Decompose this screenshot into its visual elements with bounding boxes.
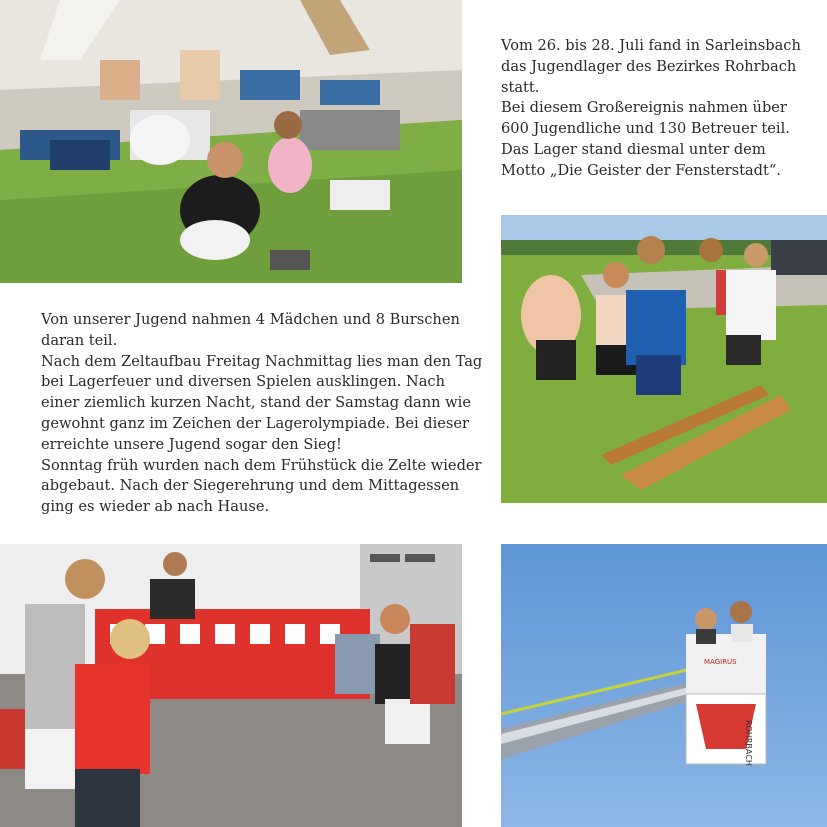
text-line: Sonntag früh wurden nach dem Frühstück die Zelte wieder bbox=[41, 456, 482, 474]
text-line: bei Lagerfeuer und diversen Spielen ausklingen. Nach bbox=[41, 373, 445, 391]
text-line: ging es wieder ab nach Hause. bbox=[41, 498, 270, 516]
text-line: gewohnt ganz im Zeichen der Lagerolympiade. Bei dieser bbox=[41, 414, 470, 432]
text-line: das Jugendlager des Bezirkes Rohrbach bbox=[501, 57, 797, 75]
text-line: einer ziemlich kurzen Nacht, stand der Samstag dann wie bbox=[41, 394, 471, 412]
text-line: Vom 26. bis 28. Juli fand in Sarleinsbach bbox=[501, 37, 801, 54]
text-line: daran teil. bbox=[41, 331, 118, 349]
text-line: abgebaut. Nach der Siegerehrung und dem Mittagessen bbox=[41, 477, 460, 495]
basket-rohrbach-label: ROHRBACH bbox=[744, 720, 753, 766]
photo-ski-walk bbox=[501, 215, 827, 503]
text-line: Motto „Die Geister der Fensterstadt“. bbox=[501, 161, 781, 179]
text-line: Von unserer Jugend nahmen 4 Mädchen und 8 Burschen bbox=[41, 311, 460, 328]
photo-tent-interior bbox=[0, 0, 462, 283]
basket-brand-label: MAGIRUS bbox=[704, 658, 737, 666]
text-line: 600 Jugendliche und 130 Betreuer teil. bbox=[501, 120, 790, 138]
text-line: Das Lager stand diesmal unter dem bbox=[501, 140, 766, 158]
text-line: statt. bbox=[501, 78, 540, 96]
intro-paragraph bbox=[501, 36, 801, 182]
text-line: Bei diesem Großereignis nahmen über bbox=[501, 99, 787, 117]
text-line: Nach dem Zeltaufbau Freitag Nachmittag lies man den Tag bbox=[41, 352, 483, 370]
photo-aerial-ladder bbox=[501, 544, 827, 827]
photo-carrying-crates bbox=[0, 544, 462, 827]
report-paragraph bbox=[41, 310, 482, 518]
text-line: erreichte unsere Jugend sogar den Sieg! bbox=[41, 435, 342, 453]
